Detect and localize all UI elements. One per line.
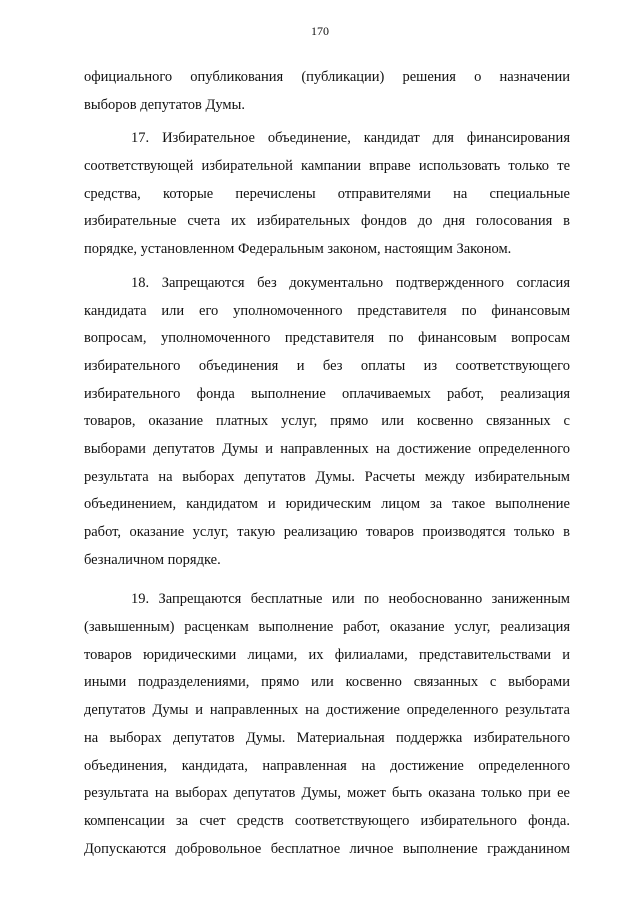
text-line: средства, которые перечислены отправителями на специальные [84,185,570,202]
text-line: товаров, оказание платных услуг, прямо или косвенно связанных с [84,413,570,430]
paragraph-17-start: 17. Избирательное объединение, кандидат для финансирования [131,130,570,147]
paragraph-18-start: 18. Запрещаются без документально подтвержденного согласия [131,274,570,291]
text-line: выборов депутатов Думы. [84,96,245,113]
text-line: избирательного фонда выполнение оплачиваемых работ, реализация [84,385,570,402]
paragraph-19-start: 19. Запрещаются бесплатные или по необоснованно заниженным [131,591,570,608]
text-line: результата на выборах депутатов Думы. Расчеты между избирательным [84,468,570,485]
text-line: товаров юридическими лицами, их филиалами, представительствами и [84,646,570,663]
text-line: работ, оказание услуг, такую реализацию товаров производятся только в [84,524,570,540]
text-line: избирательные счета их избирательных фондов до дня голосования в [84,213,570,230]
text-line: вопросам, уполномоченного представителя по финансовым вопросам [84,330,570,347]
page-number: 170 [311,24,329,38]
document-body [84,64,570,863]
text-line: объединения, кандидата, направленная на достижение определенного [84,757,570,774]
text-line: объединением, кандидатом и юридическим лицом за такое выполнение [84,496,570,513]
text-line: избирательного объединения и без оплаты из соответствующего [84,357,570,374]
text-line: компенсации за счет средств соответствующего избирательного фонда. [84,812,570,829]
text-line: порядке, установленном Федеральным законом, настоящим Законом. [84,241,512,258]
text-line: официального опубликования (публикации) решения о назначении [84,69,570,85]
text-line: выборами депутатов Думы и направленных на достижение определенного [84,440,570,457]
text-line: депутатов Думы и направленных на достижение определенного результата [84,702,570,719]
text-line: кандидата или его уполномоченного представителя по финансовым [84,302,570,319]
text-line: на выборах депутатов Думы. Материальная поддержка избирательного [84,729,570,746]
text-line: безналичном порядке. [84,551,221,568]
text-line: иными подразделениями, прямо или косвенно связанных с выборами [84,674,570,691]
text-line: результата на выборах депутатов Думы, может быть оказана только при ее [84,785,570,802]
text-line: Допускаются добровольное бесплатное личное выполнение гражданином [84,840,570,857]
text-line: (завышенным) расценкам выполнение работ, оказание услуг, реализация [84,619,570,636]
text-line: соответствующей избирательной кампании вправе использовать только те [84,158,570,175]
